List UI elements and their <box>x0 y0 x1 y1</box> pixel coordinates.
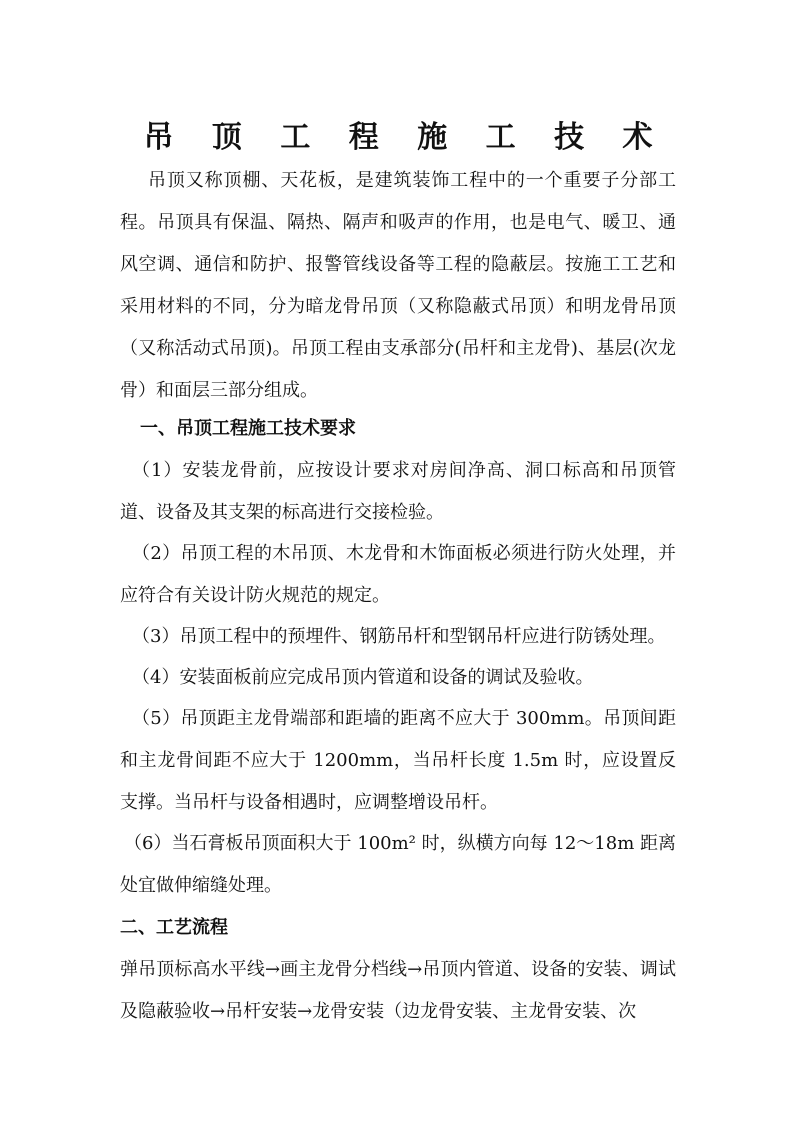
section-heading-requirements: 一、吊顶工程施工技术要求 <box>140 418 356 439</box>
requirement-item-4: （4）安装面板前应完成吊顶内管道和设备的调试及验收。 <box>132 667 594 688</box>
document-title: 吊 顶 工 程 施 工 技 术 <box>143 120 667 156</box>
requirement-item-1: （1）安装龙骨前，应按设计要求对房间净高、洞口标高和吊顶管道、设备及其支架的标高进行交接检验。 <box>120 460 676 523</box>
intro-paragraph: 吊顶又称顶棚、天花板，是建筑装饰工程中的一个重要子分部工程。吊顶具有保温、隔热、隔声和吸声的作用，也是电气、暖卫、通风空调、通信和防护、报警管线设备等工程的隐蔽层。按施工工艺和采用材料的不同，分为暗龙骨吊顶（又称隐蔽式吊顶）和明龙骨吊顶（又称活动式吊顶)。吊顶工程由支承部分(吊杆和主龙骨)、基层(次龙骨）和面层三部分组成。 <box>120 170 676 401</box>
requirement-item-2: （2）吊顶工程的木吊顶、木龙骨和木饰面板必须进行防火处理，并应符合有关设计防火规范的规定。 <box>120 543 676 606</box>
requirement-item-3: （3）吊顶工程中的预埋件、钢筋吊杆和型钢吊杆应进行防锈处理。 <box>132 626 666 647</box>
process-flow-paragraph: 弹吊顶标高水平线→画主龙骨分档线→吊顶内管道、设备的安装、调试及隐蔽验收→吊杆安装→龙骨安装（边龙骨安装、主龙骨安装、次 <box>120 959 676 1022</box>
requirement-item-6: （6）当石膏板吊顶面积大于 100m² 时，纵横方向每 12～18m 距离处宜做伸缩缝处理。 <box>120 833 676 896</box>
requirement-item-5: （5）吊顶距主龙骨端部和距墙的距离不应大于 300mm。吊顶间距和主龙骨间距不应大于 1200mm，当吊杆长度 1.5m 时，应设置反支撑。当吊杆与设备相遇时，应调整增设吊杆。 <box>120 708 676 813</box>
section-heading-process: 二、工艺流程 <box>120 917 228 938</box>
